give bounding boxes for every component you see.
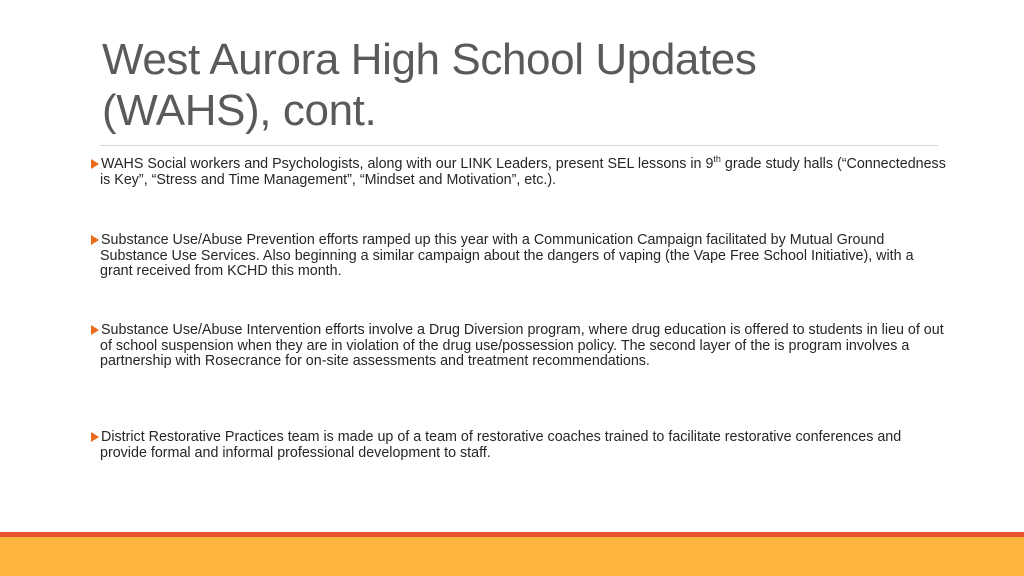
arrow-bullet-icon bbox=[91, 159, 99, 169]
slide-title bbox=[102, 34, 962, 136]
slide-title-line-1: West Aurora High School Updates bbox=[102, 35, 757, 84]
bullet-text: Substance Use/Abuse Prevention efforts ramped up this year with a Communication Campaign facilitated by Mutual Ground Substance Use Services. Also beginning a similar campaign about the dangers of vaping (the Vape Free School Initiative), with a grant received from KCHD this month. bbox=[100, 232, 914, 280]
bullet-superscript: th bbox=[713, 154, 721, 165]
bullet-text: District Restorative Practices team is made up of a team of restorative coaches trained to facilitate restorative conferences and provide formal and informal professional development to staff. bbox=[100, 429, 902, 461]
bullet-text: WAHS Social workers and Psychologists, along with our LINK Leaders, present SEL lessons in 9 bbox=[101, 156, 714, 172]
bullet-text-continued: grade study halls (“Connectedness is Key”, “Stress and Time Management”, “Mindset and Motivation”, etc.). bbox=[100, 156, 946, 188]
bullet-item-sel-lessons bbox=[91, 154, 950, 188]
arrow-bullet-icon bbox=[91, 432, 99, 442]
title-divider bbox=[100, 145, 938, 146]
bullet-text: Substance Use/Abuse Intervention efforts involve a Drug Diversion program, where drug education is offered to students in lieu of out of school suspension when they are in violation of the drug use/possession policy. The second layer of the is program involves a partnership with Rosecrance for on-site assessments and treatment recommendations. bbox=[100, 322, 944, 370]
slide-title-line-2: (WAHS), cont. bbox=[102, 86, 377, 135]
arrow-bullet-icon bbox=[91, 325, 99, 335]
arrow-bullet-icon bbox=[91, 235, 99, 245]
bullet-item-intervention bbox=[91, 323, 950, 370]
bullet-item-prevention bbox=[91, 233, 950, 280]
bullet-item-restorative bbox=[91, 430, 950, 461]
footer-bar bbox=[0, 537, 1024, 576]
